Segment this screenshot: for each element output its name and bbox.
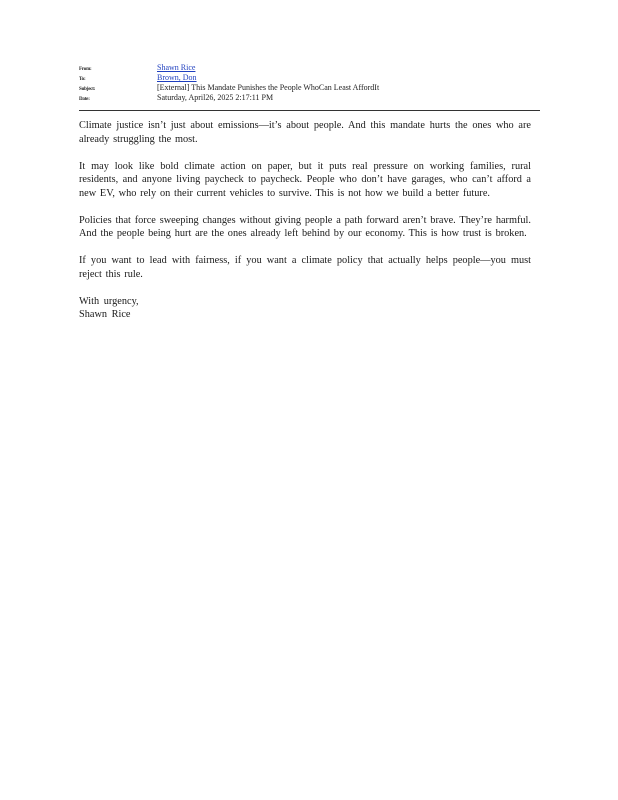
recipient-link[interactable]: Brown, Don [157,73,197,82]
email-body [79,119,531,322]
to-label: To: [79,77,86,82]
sender-link[interactable]: Shawn Rice [157,63,196,72]
to-row [79,73,541,83]
body-paragraph: If you want to lead with fairness, if you want a climate policy that actually helps people—you must reject this rule. [79,255,531,280]
from-row [79,63,541,73]
signature: Shawn Rice [79,309,131,320]
subject-label: Subject: [79,87,96,92]
body-paragraph: It may look like bold climate action on paper, but it puts real pressure on working families, rural residents, and anyone living paycheck to paycheck. People who don’t have garages, who can’t afford a new EV, who rely on their current vehicles to survive. This is not how we build a better future. [79,160,531,199]
subject-value: [External] This Mandate Punishes the People WhoCan Least AffordIt [157,83,380,92]
body-paragraph: Climate justice isn’t just about emissions—it’s about people. And this mandate hurts the ones who are already struggling the most. [79,120,531,145]
date-label: Date: [79,97,90,102]
subject-row [79,83,541,93]
closing-line: With urgency, [79,295,139,307]
email-header [79,63,541,103]
header-divider [79,110,540,111]
from-label: From: [79,67,92,72]
body-paragraph: Policies that force sweeping changes without giving people a path forward aren’t brave. They’re harmful. And the people being hurt are the ones already left behind by our economy. This is how trust is broken. [79,214,531,239]
date-row [79,93,541,103]
date-value: Saturday, April26, 2025 2:17:11 PM [157,93,274,102]
